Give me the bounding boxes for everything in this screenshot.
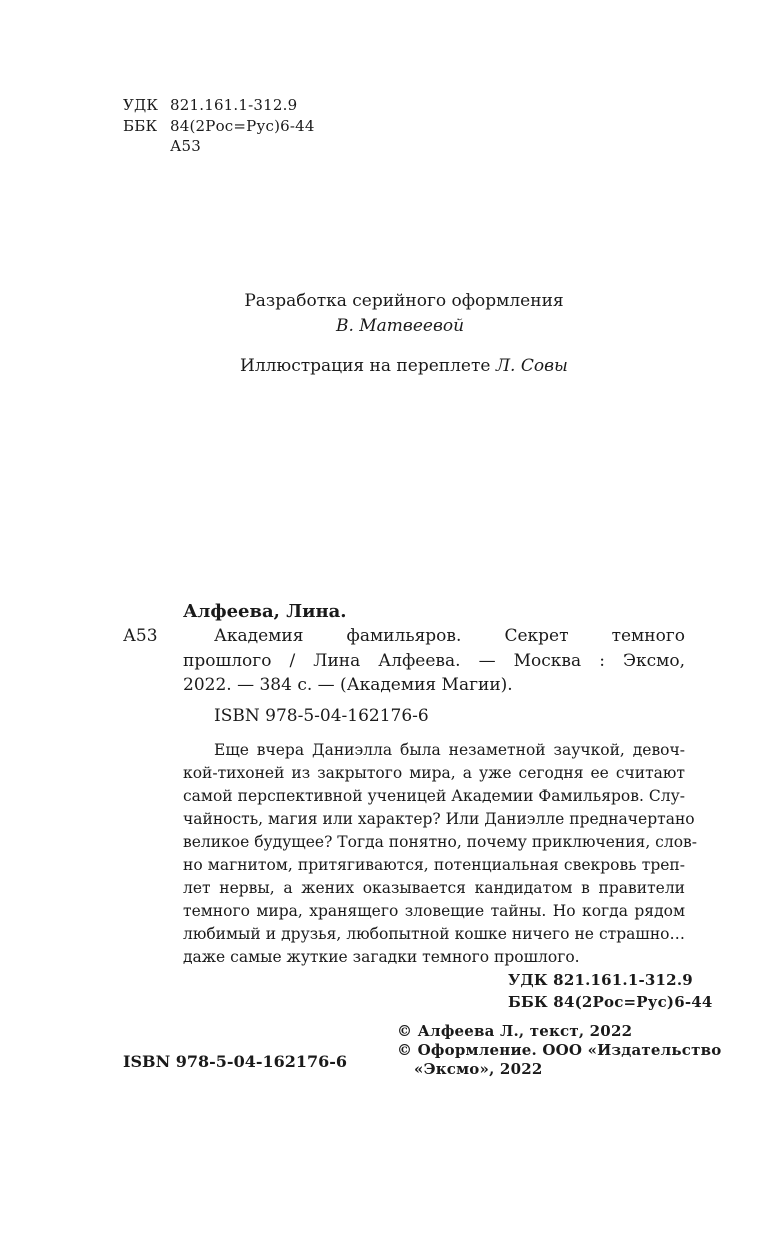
udk-code: 821.161.1-312.9 bbox=[170, 96, 298, 114]
annotation-line: любимый и друзья, любопытной кошке ничего не страшно… bbox=[183, 925, 685, 943]
isbn-footer: ISBN 978-5-04-162176-6 bbox=[123, 1052, 348, 1071]
annotation-line: Еще вчера Даниэлла была незаметной заучкой, девоч- bbox=[214, 741, 685, 759]
annotation-line: но магнитом, притягиваются, потенциальная свекровь треп- bbox=[183, 856, 685, 874]
annotation-line: великое будущее? Тогда понятно, почему приключения, слов- bbox=[183, 833, 698, 851]
annotation-line: чайность, магия или характер? Или Даниэлле предначертано bbox=[183, 810, 695, 828]
series-design-line: Разработка серийного оформления bbox=[244, 291, 564, 311]
series-designer: В. Матвеевой bbox=[335, 316, 465, 336]
author-mark: А53 bbox=[170, 137, 202, 155]
catalog-description-line: Академия фамильяров. Секрет темного bbox=[214, 626, 685, 646]
annotation-line: даже самые жуткие загадки темного прошлого. bbox=[183, 948, 580, 966]
catalog-mark: А53 bbox=[123, 626, 158, 646]
annotation-line: темного мира, хранящего зловещие тайны. Но когда рядом bbox=[183, 902, 685, 920]
bbk-code: 84(2Рос=Рус)6-44 bbox=[170, 117, 315, 135]
annotation-line: самой перспективной ученицей Академии Фамильяров. Слу- bbox=[183, 787, 685, 805]
annotation-line: кой-тихоней из закрытого мира, а уже сегодня ее считают bbox=[183, 764, 685, 782]
footer-bbk: ББК 84(2Рос=Рус)6-44 bbox=[508, 993, 713, 1011]
bbk-label: ББК bbox=[123, 117, 158, 135]
copyright-line: «Эксмо», 2022 bbox=[414, 1060, 543, 1078]
catalog-author-heading: Алфеева, Лина. bbox=[183, 601, 347, 622]
catalog-isbn: ISBN 978-5-04-162176-6 bbox=[214, 706, 429, 726]
footer-udk: УДК 821.161.1-312.9 bbox=[508, 971, 693, 989]
illustration-credit bbox=[240, 356, 568, 376]
catalog-description-line: прошлого / Лина Алфеева. — Москва : Эксмо, bbox=[183, 651, 685, 671]
copyright-line: © Оформление. ООО «Издательство bbox=[397, 1041, 722, 1059]
catalog-description-line: 2022. — 384 с. — (Академия Магии). bbox=[183, 675, 513, 695]
annotation-line: лет нервы, а жених оказывается кандидатом в правители bbox=[183, 879, 685, 897]
udk-label: УДК bbox=[123, 96, 159, 114]
illustration-line: Иллюстрация на переплете bbox=[240, 356, 491, 376]
illustrator: Л. Совы bbox=[495, 356, 568, 376]
copyright-line: © Алфеева Л., текст, 2022 bbox=[397, 1022, 633, 1040]
